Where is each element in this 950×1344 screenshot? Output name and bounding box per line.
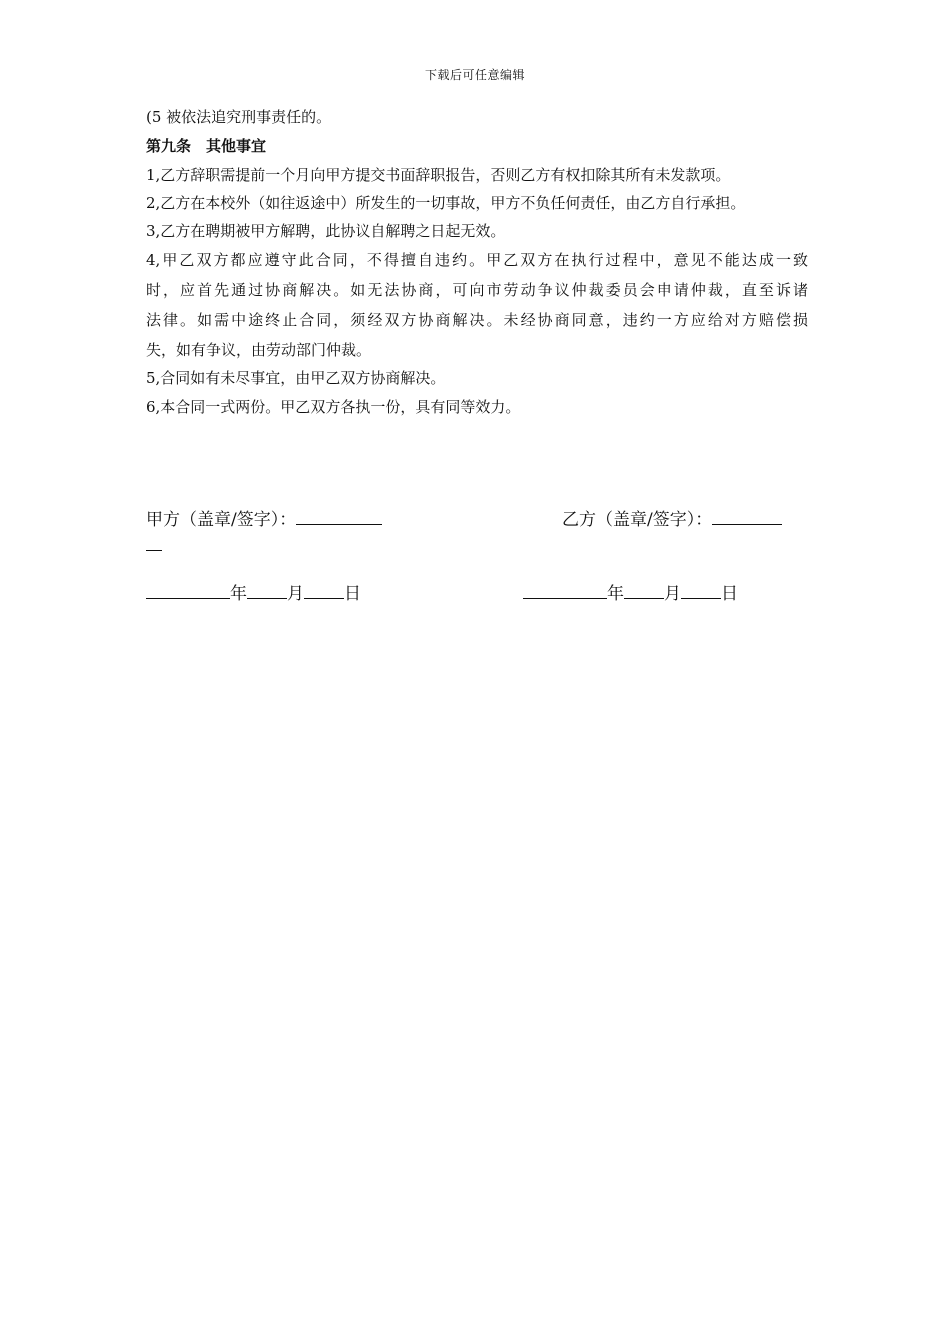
contract-body xyxy=(146,106,816,426)
party-b-day-label: 日 xyxy=(721,584,738,604)
party-a-signature-blank[interactable] xyxy=(296,508,382,525)
clause-5: 5,合同如有未尽事宜，由甲乙双方协商解决。 xyxy=(146,369,446,387)
party-b-signature-blank-wrap[interactable] xyxy=(146,534,162,551)
header-note: 下载后可任意编辑 xyxy=(424,68,525,82)
party-a-month-blank[interactable] xyxy=(247,582,287,599)
party-b-day-blank[interactable] xyxy=(681,582,721,599)
clause-3: 3,乙方在聘期被甲方解聘，此协议自解聘之日起无效。 xyxy=(146,222,506,240)
item-5-previous: (5 被依法追究刑事责任的。 xyxy=(146,108,332,126)
party-b-date xyxy=(523,579,738,604)
party-b-label: 乙方（盖章/签字）： xyxy=(562,510,713,530)
party-b-month-label: 月 xyxy=(664,584,681,604)
party-b-year-label: 年 xyxy=(607,584,624,604)
party-a-date xyxy=(146,579,361,604)
party-a-year-blank[interactable] xyxy=(146,582,230,599)
party-a-month-label: 月 xyxy=(287,584,304,604)
clause-4-line-2: 时，应首先通过协商解决。如无法协商，可向市劳动争议仲裁委员会申请仲裁，直至诉诸 xyxy=(146,281,808,299)
clause-4-line-4: 失，如有争议，由劳动部门仲裁。 xyxy=(146,341,372,359)
party-a-signature xyxy=(146,505,382,530)
clause-1: 1,乙方辞职需提前一个月向甲方提交书面辞职报告，否则乙方有权扣除其所有未发款项。 xyxy=(146,166,731,184)
party-b-month-blank[interactable] xyxy=(624,582,664,599)
party-a-day-blank[interactable] xyxy=(304,582,344,599)
article-9-heading: 第九条 其他事宜 xyxy=(146,137,267,155)
party-b-signature-blank-continued xyxy=(146,534,162,556)
party-b-year-blank[interactable] xyxy=(523,582,607,599)
party-a-day-label: 日 xyxy=(344,584,361,604)
party-a-label: 甲方（盖章/签字）： xyxy=(146,510,297,530)
clause-6: 6,本合同一式两份。甲乙双方各执一份，具有同等效力。 xyxy=(146,398,521,416)
clause-4-line-1: 4,甲乙双方都应遵守此合同，不得擅自违约。甲乙双方在执行过程中，意见不能达成一致 xyxy=(146,251,808,269)
party-b-signature-blank[interactable] xyxy=(712,508,782,525)
clause-4-line-3: 法律。如需中途终止合同，须经双方协商解决。未经协商同意，违约一方应给对方赔偿损 xyxy=(146,311,808,329)
party-b-signature xyxy=(562,505,782,530)
party-a-year-label: 年 xyxy=(230,584,247,604)
clause-2: 2,乙方在本校外（如往返途中）所发生的一切事故，甲方不负任何责任，由乙方自行承担。 xyxy=(146,194,746,212)
